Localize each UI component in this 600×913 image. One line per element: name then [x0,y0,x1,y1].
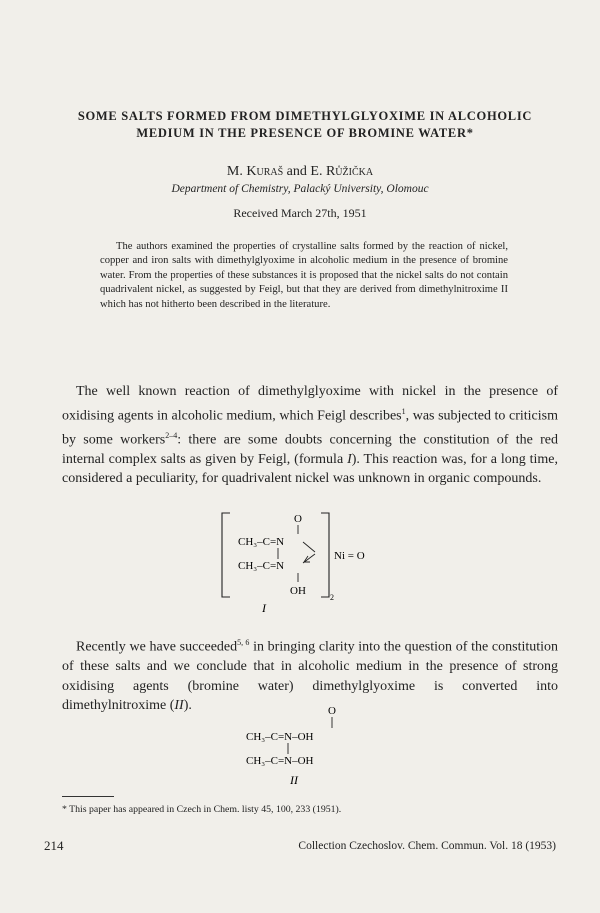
para1-text-1: The well known reaction of dimethylglyoxime with nickel in the presence of oxidising agents in alcoholic medium, which Feigl describes [62,384,558,424]
author1-name: Kuraš [246,164,284,179]
paper-title [40,108,570,142]
formula-ref-I: I [347,451,352,467]
formula-II-row-top: CH₃–C=N–OH [246,731,314,743]
para2-text-3: ). [183,698,192,714]
formula-I-row-top: CH₃–C=N [238,536,285,548]
ref-superscript-2: 2–4 [165,430,178,440]
formula-I-hydroxyl-bottom: OH [290,585,306,597]
formula-I-bond-N-Ni-top [303,542,315,552]
author-conjunction: and [286,164,307,179]
footnote: * This paper has appeared in Czech in Chem. listy 45, 100, 233 (1951). [62,804,342,815]
ref-superscript-1: 1 [401,406,406,416]
received-date: Received March 27th, 1951 [233,206,367,220]
footnote-divider [62,796,114,797]
body-paragraph-1 [62,382,558,489]
para1-text-4: ). This reaction was, for a long time, considered a peculiarity, for quadrivalent nickel was unknown in organic compounds. [62,451,559,487]
formula-I-subscript: 2 [330,593,334,602]
authors [0,164,600,180]
para1-text-3: : there are some doubts concerning the constitution of the red internal complex salts as given by Feigl, (formula [62,432,558,467]
formula-I-left-bracket [222,513,230,597]
formula-I-oxygen-top: O [294,513,302,525]
para1-text-2: , was subjected to criticism by some workers [62,408,558,448]
author2-initial: E. [310,164,323,179]
formula-I-structure [218,505,398,615]
formula-II-row-bottom: CH₃–C=N–OH [246,755,314,767]
ref-superscript-3: 5, 6 [237,638,250,647]
formula-II-oxygen-top: O [328,705,336,717]
formula-II-label: II [290,773,298,787]
formula-I-row-bottom: CH₃–C=N [238,560,285,572]
author1-initial: M. [226,164,243,179]
para2-text-1: Recently we have succeeded [76,639,238,655]
formula-I-right-bracket [321,513,329,597]
formula-I-label: I [262,601,266,615]
formula-II-structure [236,702,386,788]
para2-text-2: in bringing clarity into the question of the constitution of these salts and we conclude that in alcoholic medium in the presence of strong oxidising agents (bromine water) dimethylglyoxime is converted into dimethylnitroxime ( [62,639,559,714]
title-line-1: SOME SALTS FORMED FROM DIMETHYLGLYOXIME IN ALCOHOLIC [77,109,533,123]
title-line-2: MEDIUM IN THE PRESENCE OF BROMINE WATER* [136,126,474,140]
formula-I-nickel: Ni = O [334,550,365,562]
abstract: The authors examined the properties of crystalline salts formed by the reaction of nickel, copper and iron salts with dimethylglyoxime in alcoholic medium in the presence of bromine water. From the properties of these substances it is proposed that the nickel salts do not contain quadrivalent nickel, as suggested by Feigl, but that they are derived from dimethylnitroxime II which has not hitherto been described in the literature. [100,241,508,310]
affiliation: Department of Chemistry, Palacký University, Olomouc [171,183,429,195]
journal-citation: Collection Czechoslov. Chem. Commun. Vol. 18 (1953) [298,840,556,852]
formula-I-arrowhead [304,556,310,562]
formula-ref-II: II [174,698,184,714]
page-number: 214 [44,838,64,853]
author2-name: Růžička [325,164,374,179]
